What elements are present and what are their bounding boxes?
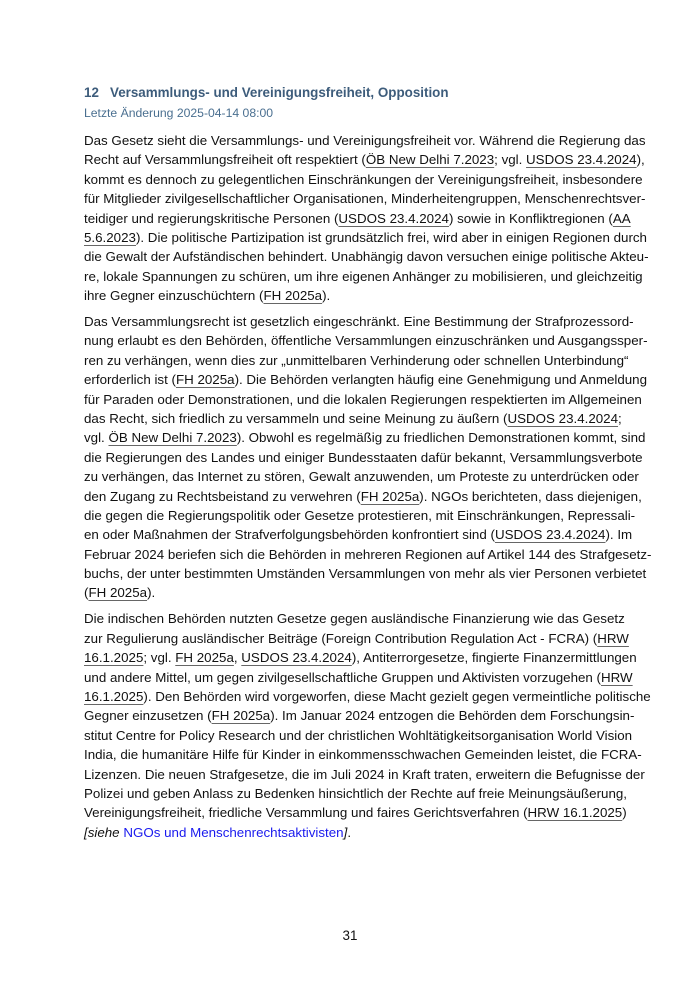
text-line	[84, 150, 645, 169]
text: re, lokale Spannungen zu schüren, um ihre eigenen Anhänger zu mobilisieren, und gleichzeitig	[84, 268, 643, 284]
text: Februar 2024 beriefen sich die Behörden in mehreren Regionen auf Artikel 144 des Strafgesetz-	[84, 546, 652, 562]
text: ). Im Januar 2024 entzogen die Behörden dem Forschungsin-	[270, 708, 635, 724]
text: Gegner einzusetzen (	[84, 708, 212, 724]
text: erforderlich ist (	[84, 372, 176, 388]
source-reference-link[interactable]: FH 2025a	[175, 650, 234, 666]
text: ; vgl.	[494, 152, 527, 168]
text-line	[84, 629, 629, 648]
text: zu verhängen, das Internet zu stören, Gewalt anzuwenden, um Proteste zu unterdrücken oder	[84, 469, 639, 485]
text: ) sowie in Konfliktregionen (	[448, 210, 613, 226]
text: ,	[233, 650, 242, 666]
text: zur Regulierung ausländischer Beiträge (Foreign Contribution Regulation Act - FCRA) (	[84, 630, 598, 646]
text-line	[84, 765, 645, 784]
text: India, die humanitäre Hilfe für Kinder in einkommensschwachen Gemeinden leistet, die FCRA-	[84, 747, 642, 763]
source-reference-link[interactable]: FH 2025a	[211, 708, 271, 724]
text-line	[84, 228, 647, 247]
source-reference-link[interactable]: USDOS 23.4.2024	[507, 410, 619, 426]
text: Vereinigungsfreiheit, friedliche Versammlung und faires Gerichtsverfahren (	[84, 805, 528, 821]
text-line	[84, 189, 646, 208]
document-page	[84, 83, 652, 849]
text: nung erlaubt es den Behörden, öffentliche Versammlungen einzuschränken und Ausgangssper-	[84, 333, 648, 349]
source-reference-link[interactable]: FH 2025a	[263, 288, 323, 304]
text-line	[84, 803, 627, 822]
text-line	[84, 170, 643, 189]
text: kommt es dennoch zu gelegentlichen Einschränkungen der Vereinigungsfreiheit, insbesondere	[84, 171, 643, 187]
text-line	[84, 706, 635, 725]
text: stitut Centre for Policy Research und der christlichen Wohltätigkeitsorganisation World Vision	[84, 727, 633, 743]
text: ). Im	[605, 527, 633, 543]
text-line	[84, 687, 651, 706]
section-number: 12	[84, 85, 99, 100]
source-reference-link[interactable]: USDOS 23.4.2024	[494, 527, 606, 543]
section-heading	[84, 83, 617, 103]
text: ),	[636, 152, 645, 168]
text: Recht auf Versammlungsfreiheit oft respektiert (	[84, 152, 366, 168]
text: buchs, der unter bestimmten Umständen Versammlungen von mehr als vier Personen verbietet	[84, 566, 647, 582]
text: teidiger und regierungskritische Personen (	[84, 210, 339, 226]
text: für Paraden oder Demonstrationen, und die lokalen Regierungen respektierten im Allgemeinen	[84, 391, 642, 407]
text-line	[84, 609, 625, 628]
source-reference-link[interactable]: USDOS 23.4.2024	[526, 152, 637, 168]
text-line	[84, 209, 631, 228]
text: ). NGOs berichteten, dass diejenigen,	[419, 488, 642, 504]
text: Polizei und geben Anlass zu Bedenken hinsichtlich der Rechte auf freie Meinungsäußerung,	[84, 785, 627, 801]
text-line	[84, 545, 652, 564]
text: ; vgl.	[143, 650, 176, 666]
text-line	[84, 525, 633, 544]
source-reference-link[interactable]: AA	[612, 210, 631, 226]
text-line	[84, 351, 629, 370]
source-reference-link[interactable]: HRW 16.1.2025	[527, 805, 623, 821]
text: Das Gesetz sieht die Versammlungs- und Vereinigungsfreiheit vor. Während die Regierung das	[84, 133, 646, 148]
text-line	[84, 668, 633, 687]
text-line	[84, 648, 637, 667]
text: ]	[343, 824, 348, 840]
paragraph	[84, 609, 651, 842]
text: ). Den Behörden wird vorgeworfen, diese Macht gezielt gegen vermeintliche politische	[143, 688, 651, 704]
text: .	[347, 824, 352, 840]
text: Die indischen Behörden nutzten Gesetze gegen ausländische Finanzierung wie das Gesetz	[84, 611, 625, 627]
source-reference-link[interactable]: FH 2025a	[175, 372, 235, 388]
source-reference-link[interactable]: FH 2025a	[360, 488, 420, 504]
text: die Regierungen des Landes und einiger Bundesstaaten dafür bekannt, Versammlungsverbote	[84, 449, 643, 465]
text: (	[84, 585, 89, 601]
text-line	[84, 448, 643, 467]
text: das Recht, sich friedlich zu versammeln und seine Meinung zu äußern (	[84, 410, 508, 426]
text: die Gewalt der Aufständischen behindert. Unabhängig davon versuchen einige politische Akteu-	[84, 249, 649, 265]
cross-reference-link[interactable]: NGOs und Menschenrechtsaktivisten	[123, 824, 344, 840]
text-line	[84, 267, 643, 286]
text: Das Versammlungsrecht ist gesetzlich eingeschränkt. Eine Bestimmung der Strafprozessord-	[84, 314, 634, 330]
text: den Zugang zu Rechtsbeistand zu verwehren (	[84, 488, 361, 504]
text-line	[84, 286, 617, 305]
source-reference-link[interactable]: ÖB New Delhi 7.2023	[108, 430, 237, 446]
text: ). Obwohl es regelmäßig zu friedlichen Demonstrationen kommt, sind	[236, 430, 646, 446]
text-line	[84, 409, 622, 428]
paragraph	[84, 312, 652, 603]
text-line	[84, 487, 642, 506]
text-line	[84, 312, 634, 331]
text: vgl.	[84, 430, 109, 446]
text: ;	[618, 410, 622, 426]
source-reference-link[interactable]: ÖB New Delhi 7.2023	[365, 152, 495, 168]
source-reference-link[interactable]: 5.6.2023	[84, 229, 136, 245]
source-reference-link[interactable]: HRW	[597, 630, 629, 646]
text: )	[622, 805, 627, 821]
source-reference-link[interactable]: HRW	[601, 669, 633, 685]
text-line	[84, 370, 648, 389]
text: ). Die Behörden verlangten häufig eine Genehmigung und Anmeldung	[234, 372, 648, 388]
source-reference-link[interactable]: 16.1.2025	[84, 650, 144, 666]
text-line	[84, 726, 633, 745]
text-line	[84, 564, 647, 583]
paragraph	[84, 131, 649, 306]
source-reference-link[interactable]: 16.1.2025	[84, 688, 144, 704]
text-line	[84, 131, 646, 150]
text-line	[84, 428, 646, 447]
text-line	[84, 390, 642, 409]
text-line	[84, 745, 642, 764]
text-line	[84, 247, 649, 266]
source-reference-link[interactable]: FH 2025a	[88, 585, 148, 601]
text: für Mitglieder zivilgesellschaftlicher Organisationen, Minderheitengruppen, Menschenrechtsver-	[84, 191, 646, 207]
text-line	[84, 506, 636, 525]
text-line	[84, 467, 639, 486]
text-line	[84, 784, 627, 803]
text-line	[84, 331, 648, 350]
source-reference-link[interactable]: USDOS 23.4.2024	[241, 650, 352, 666]
text: ).	[147, 585, 156, 601]
text: en oder Maßnahmen der Strafverfolgungsbehörden konfrontiert sind (	[84, 527, 495, 543]
text: ), Antiterrorgesetze, fingierte Finanzermittlungen	[351, 650, 637, 666]
source-reference-link[interactable]: USDOS 23.4.2024	[338, 210, 449, 226]
text: Lizenzen. Die neuen Strafgesetze, die im Juli 2024 in Kraft traten, erweitern die Befugnisse der	[84, 766, 645, 782]
page-number: 31	[342, 928, 358, 943]
last-modified: Letzte Änderung 2025-04-14 08:00	[84, 106, 274, 120]
text: die gegen die Regierungspolitik oder Gesetze protestieren, mit Einschränkungen, Repressali-	[84, 507, 636, 523]
text-line	[84, 583, 617, 602]
text: ). Die politische Partizipation ist grundsätzlich frei, wird aber in einigen Regionen durch	[135, 229, 647, 245]
text: ren zu verhängen, wenn dies zur „unmittelbaren Verhinderung oder schnellen Unterbindung“	[84, 352, 629, 368]
section-title: Versammlungs- und Vereinigungsfreiheit, Opposition	[110, 85, 449, 100]
text-line	[84, 823, 617, 842]
text: und andere Mittel, um gegen zivilgesellschaftliche Gruppen und Aktivisten vorzugehen (	[84, 669, 601, 685]
text: [siehe	[84, 824, 124, 840]
section-body	[84, 131, 652, 842]
text: ).	[322, 288, 331, 304]
text: ihre Gegner einzuschüchtern (	[84, 288, 264, 304]
